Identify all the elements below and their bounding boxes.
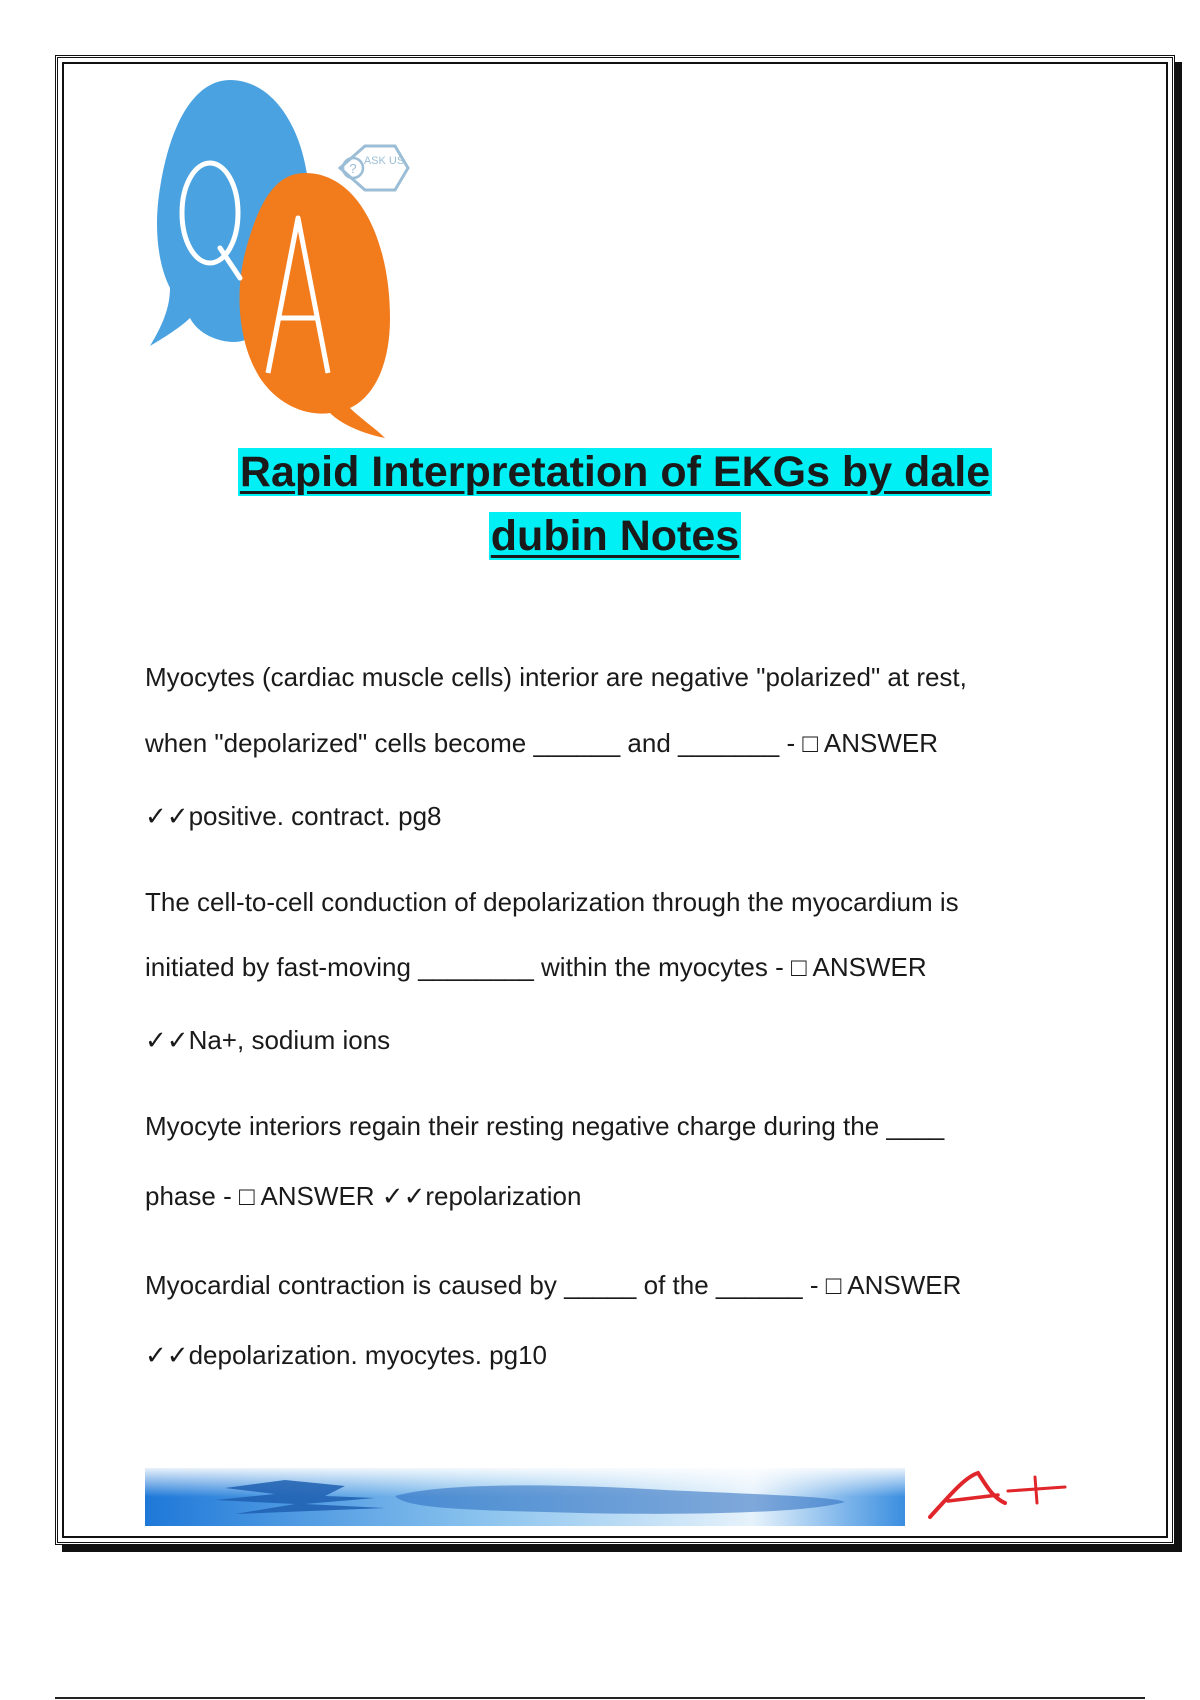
qa-logo-icon [150,78,430,438]
question-line: initiated by fast-moving ________ within the myocytes - □ ANSWER [145,952,927,982]
question-line: Myocytes (cardiac muscle cells) interior are negative "polarized" at rest, [145,662,967,692]
answer-line: ✓✓Na+, sodium ions [145,1025,391,1055]
stuvia-banner-logo [145,1468,905,1526]
question-answer-line: phase - □ ANSWER ✓✓repolarization [145,1181,582,1211]
document-title [150,440,1080,568]
question-line: Myocardial contraction is caused by _____ of the ______ - □ ANSWER [145,1270,962,1300]
a-plus-grade-icon [920,1465,1070,1525]
bottom-rule [55,1697,1145,1699]
question-line: when "depolarized" cells become ______ and _______ - □ ANSWER [145,728,938,758]
ask-us-badge-icon [340,146,408,190]
title-line-1: Rapid Interpretation of EKGs by dale [239,448,991,496]
question-line: The cell-to-cell conduction of depolarization through the myocardium is [145,887,959,917]
svg-text:?: ? [349,161,357,176]
answer-line: ✓✓depolarization. myocytes. pg10 [145,1340,547,1370]
svg-text:ASK US: ASK US [363,155,405,167]
title-line-2: dubin Notes [490,512,740,560]
answer-line: ✓✓positive. contract. pg8 [145,801,442,831]
question-line: Myocyte interiors regain their resting negative charge during the ____ [145,1111,945,1141]
